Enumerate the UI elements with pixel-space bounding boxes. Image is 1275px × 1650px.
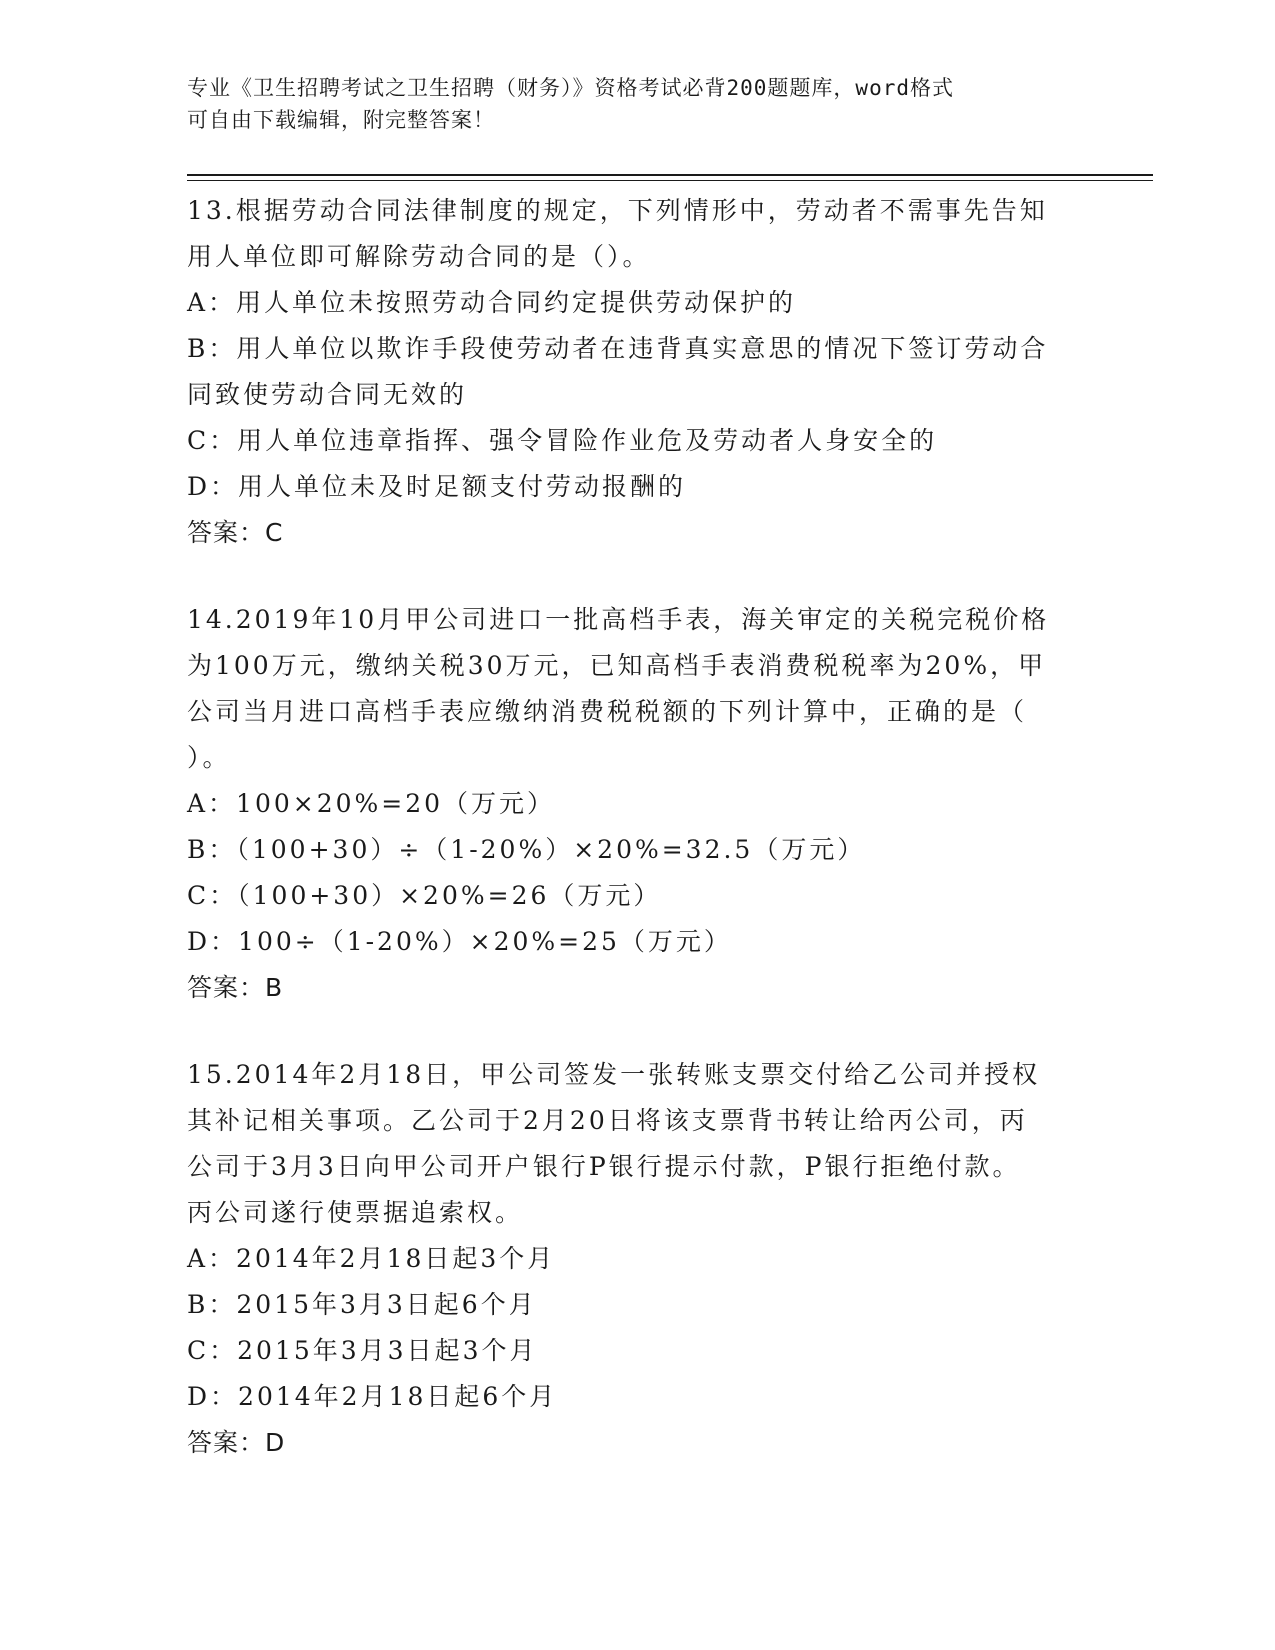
option-b-continued: 同致使劳动合同无效的 <box>187 380 468 409</box>
answer-label: 答案：B <box>187 973 284 1002</box>
option-b: B：（100+30）÷（1-20%）×20%=32.5（万元） <box>187 835 866 864</box>
question-stem-line: 13.根据劳动合同法律制度的规定，下列情形中，劳动者不需事先告知 <box>187 196 1048 225</box>
option-b: B：2015年3月3日起6个月 <box>187 1290 537 1319</box>
question-stem-line: 14.2019年10月甲公司进口一批高档手表，海关审定的关税完税价格 <box>187 605 1050 634</box>
question-15 <box>187 1052 1087 1466</box>
question-13 <box>187 188 1087 556</box>
answer-label: 答案：C <box>187 518 284 547</box>
option-a: A：100×20%=20（万元） <box>187 789 556 818</box>
question-stem-line: ）。 <box>187 743 231 772</box>
option-a: A：2014年2月18日起3个月 <box>187 1244 556 1273</box>
header-divider-thin <box>187 180 1153 181</box>
option-d: D：2014年2月18日起6个月 <box>187 1382 558 1411</box>
option-a: A：用人单位未按照劳动合同约定提供劳动保护的 <box>187 288 797 317</box>
option-b: B：用人单位以欺诈手段使劳动者在违背真实意思的情况下签订劳动合 <box>187 334 1049 363</box>
question-stem-line: 公司当月进口高档手表应缴纳消费税税额的下列计算中，正确的是（ <box>187 697 1028 726</box>
question-14 <box>187 597 1087 1011</box>
question-stem-line: 用人单位即可解除劳动合同的是（）。 <box>187 242 651 271</box>
document-header <box>187 72 1067 136</box>
answer-label: 答案：D <box>187 1428 286 1457</box>
question-stem-line: 为100万元，缴纳关税30万元，已知高档手表消费税税率为20%，甲 <box>187 651 1047 680</box>
option-c: C：（100+30）×20%=26（万元） <box>187 881 662 910</box>
option-d: D：用人单位未及时足额支付劳动报酬的 <box>187 472 687 501</box>
header-divider-thick <box>187 174 1153 176</box>
question-stem-line: 公司于3月3日向甲公司开户银行P银行提示付款，P银行拒绝付款。 <box>187 1152 1021 1181</box>
option-c: C：用人单位违章指挥、强令冒险作业危及劳动者人身安全的 <box>187 426 938 455</box>
question-stem-line: 15.2014年2月18日，甲公司签发一张转账支票交付给乙公司并授权 <box>187 1060 1041 1089</box>
option-c: C：2015年3月3日起3个月 <box>187 1336 538 1365</box>
option-d: D：100÷（1-20%）×20%=25（万元） <box>187 927 732 956</box>
question-stem-line: 丙公司遂行使票据追索权。 <box>187 1198 524 1227</box>
question-stem-line: 其补记相关事项。乙公司于2月20日将该支票背书转让给丙公司，丙 <box>187 1106 1028 1135</box>
header-line-2: 可自由下载编辑，附完整答案！ <box>187 108 495 132</box>
header-line-1: 专业《卫生招聘考试之卫生招聘（财务）》资格考试必背200题题库，word格式 <box>187 76 954 100</box>
